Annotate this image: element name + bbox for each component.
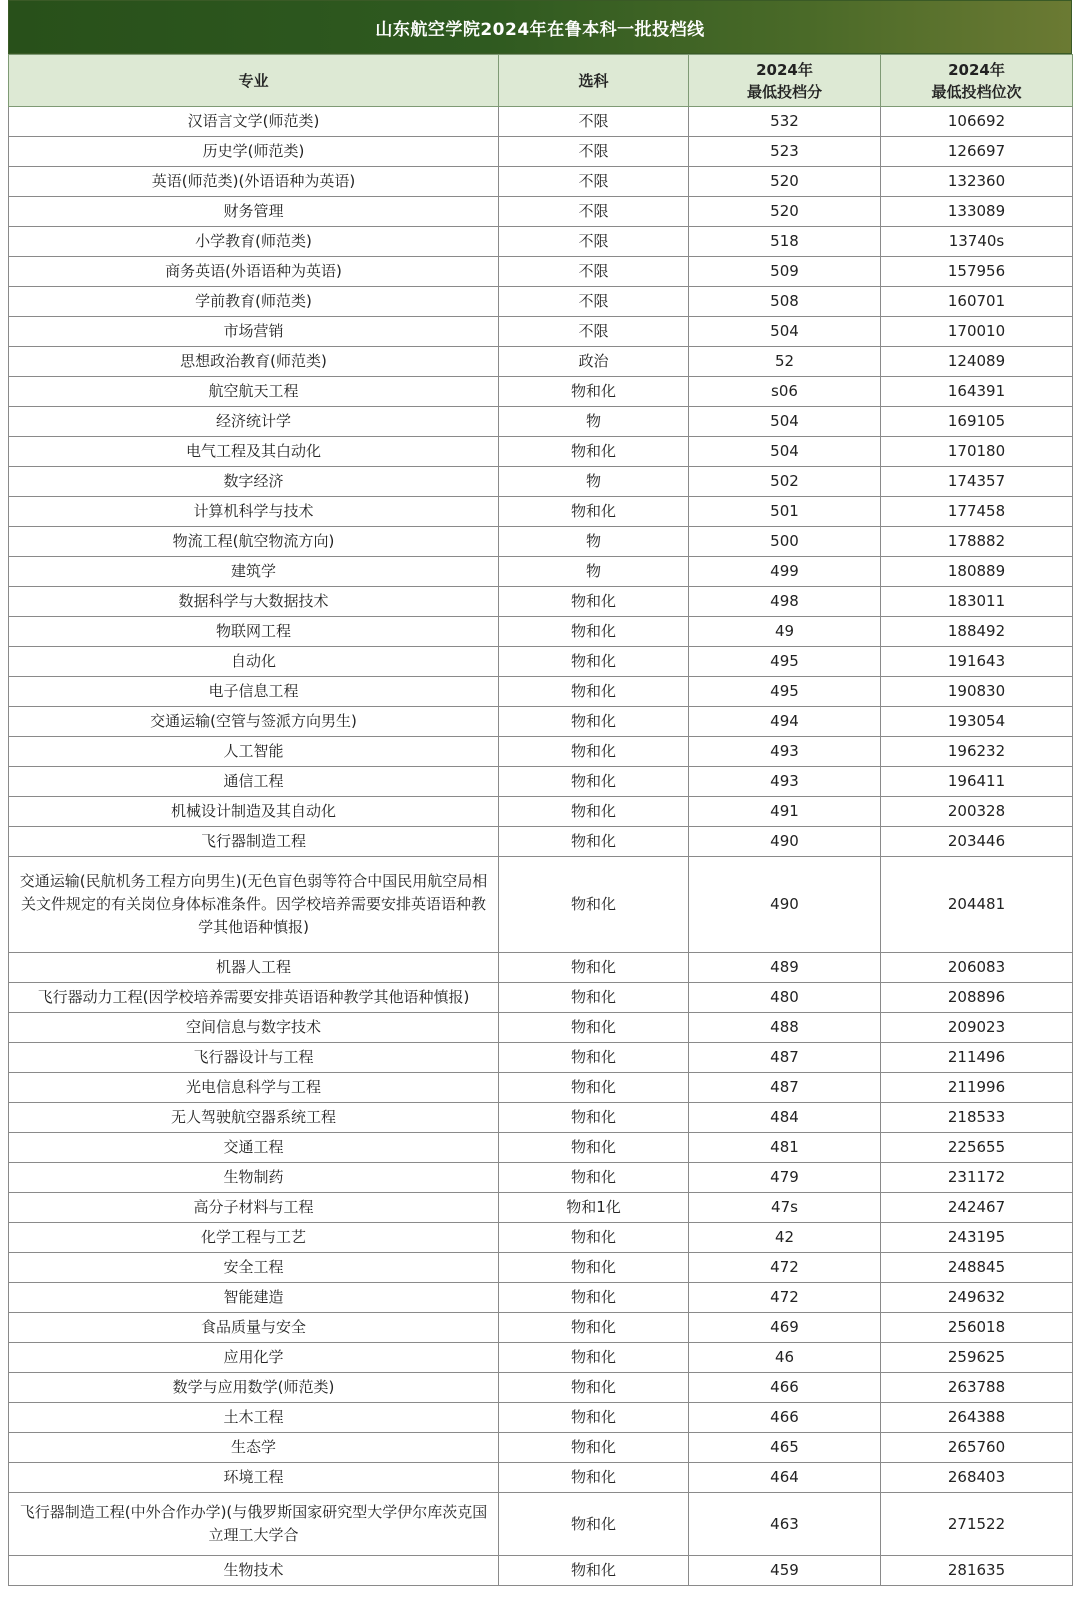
subject-cell: 物和化 xyxy=(499,677,689,707)
score-cell: 489 xyxy=(689,953,881,983)
rank-cell: 106692 xyxy=(881,107,1073,137)
subject-cell: 物和化 xyxy=(499,1463,689,1493)
score-cell: 472 xyxy=(689,1253,881,1283)
subject-cell: 物和化 xyxy=(499,1043,689,1073)
score-cell: 523 xyxy=(689,137,881,167)
subject-cell: 不限 xyxy=(499,317,689,347)
score-cell: 518 xyxy=(689,227,881,257)
subject-cell: 物和化 xyxy=(499,767,689,797)
score-cell: 487 xyxy=(689,1073,881,1103)
subject-cell: 不限 xyxy=(499,197,689,227)
score-table-sheet xyxy=(8,0,1072,1586)
rank-cell: 249632 xyxy=(881,1283,1073,1313)
rank-cell: 204481 xyxy=(881,857,1073,953)
table-row xyxy=(9,527,1073,557)
rank-cell: 211496 xyxy=(881,1043,1073,1073)
major-cell: 生态学 xyxy=(9,1433,499,1463)
score-cell: 490 xyxy=(689,857,881,953)
major-cell: 汉语言文学(师范类) xyxy=(9,107,499,137)
score-cell: 487 xyxy=(689,1043,881,1073)
table-row xyxy=(9,797,1073,827)
rank-cell: 256018 xyxy=(881,1313,1073,1343)
rank-cell: 211996 xyxy=(881,1073,1073,1103)
header-major: 专业 xyxy=(9,55,499,107)
subject-cell: 物和化 xyxy=(499,1283,689,1313)
rank-cell: 218533 xyxy=(881,1103,1073,1133)
table-row xyxy=(9,257,1073,287)
table-title: 山东航空学院2024年在鲁本科一批投档线 xyxy=(8,0,1072,54)
header-score-year: 2024年 xyxy=(756,60,813,79)
rank-cell: 157956 xyxy=(881,257,1073,287)
rank-cell: 169105 xyxy=(881,407,1073,437)
rank-cell: 243195 xyxy=(881,1223,1073,1253)
table-row xyxy=(9,767,1073,797)
rank-cell: 193054 xyxy=(881,707,1073,737)
table-row xyxy=(9,1433,1073,1463)
rank-cell: 225655 xyxy=(881,1133,1073,1163)
score-cell: 484 xyxy=(689,1103,881,1133)
major-cell: 生物制药 xyxy=(9,1163,499,1193)
major-cell: 通信工程 xyxy=(9,767,499,797)
major-cell: 机器人工程 xyxy=(9,953,499,983)
table-row xyxy=(9,557,1073,587)
table-row xyxy=(9,953,1073,983)
major-cell: 交通工程 xyxy=(9,1133,499,1163)
header-row xyxy=(9,55,1073,107)
rank-cell: 206083 xyxy=(881,953,1073,983)
major-cell: 学前教育(师范类) xyxy=(9,287,499,317)
table-row xyxy=(9,377,1073,407)
rank-cell: 126697 xyxy=(881,137,1073,167)
rank-cell: 203446 xyxy=(881,827,1073,857)
table-row xyxy=(9,1073,1073,1103)
major-cell: 历史学(师范类) xyxy=(9,137,499,167)
score-cell: 46 xyxy=(689,1343,881,1373)
major-cell: 数据科学与大数据技术 xyxy=(9,587,499,617)
major-cell: 物流工程(航空物流方向) xyxy=(9,527,499,557)
score-cell: 464 xyxy=(689,1463,881,1493)
rank-cell: 183011 xyxy=(881,587,1073,617)
table-row xyxy=(9,983,1073,1013)
score-cell: 493 xyxy=(689,767,881,797)
score-cell: 520 xyxy=(689,197,881,227)
score-cell: 49 xyxy=(689,617,881,647)
subject-cell: 物和化 xyxy=(499,1013,689,1043)
subject-cell: 物和化 xyxy=(499,827,689,857)
rank-cell: 170010 xyxy=(881,317,1073,347)
table-row xyxy=(9,737,1073,767)
rank-cell: 164391 xyxy=(881,377,1073,407)
rank-cell: 209023 xyxy=(881,1013,1073,1043)
major-cell: 空间信息与数字技术 xyxy=(9,1013,499,1043)
subject-cell: 物和化 xyxy=(499,737,689,767)
subject-cell: 物 xyxy=(499,407,689,437)
rank-cell: 200328 xyxy=(881,797,1073,827)
table-row xyxy=(9,497,1073,527)
rank-cell: 268403 xyxy=(881,1463,1073,1493)
subject-cell: 物 xyxy=(499,557,689,587)
subject-cell: 物和化 xyxy=(499,797,689,827)
table-row xyxy=(9,287,1073,317)
rank-cell: 191643 xyxy=(881,647,1073,677)
subject-cell: 不限 xyxy=(499,227,689,257)
table-body xyxy=(9,107,1073,1586)
major-cell: 食品质量与安全 xyxy=(9,1313,499,1343)
rank-cell: 248845 xyxy=(881,1253,1073,1283)
rank-cell: 188492 xyxy=(881,617,1073,647)
major-cell: 电子信息工程 xyxy=(9,677,499,707)
rank-cell: 174357 xyxy=(881,467,1073,497)
table-row xyxy=(9,1103,1073,1133)
score-cell: 495 xyxy=(689,677,881,707)
header-subject: 选科 xyxy=(499,55,689,107)
subject-cell: 不限 xyxy=(499,287,689,317)
major-cell: 商务英语(外语语种为英语) xyxy=(9,257,499,287)
subject-cell: 物和化 xyxy=(499,1253,689,1283)
major-cell: 数字经济 xyxy=(9,467,499,497)
table-row xyxy=(9,407,1073,437)
major-cell: 应用化学 xyxy=(9,1343,499,1373)
score-cell: 466 xyxy=(689,1373,881,1403)
subject-cell: 物和化 xyxy=(499,1073,689,1103)
major-cell: 电气工程及其白动化 xyxy=(9,437,499,467)
score-cell: 481 xyxy=(689,1133,881,1163)
major-cell: 人工智能 xyxy=(9,737,499,767)
table-row xyxy=(9,467,1073,497)
subject-cell: 物和化 xyxy=(499,617,689,647)
subject-cell: 物和化 xyxy=(499,1313,689,1343)
score-cell: 491 xyxy=(689,797,881,827)
subject-cell: 物和化 xyxy=(499,1133,689,1163)
table-row xyxy=(9,1313,1073,1343)
table-row xyxy=(9,197,1073,227)
rank-cell: 190830 xyxy=(881,677,1073,707)
major-cell: 英语(师范类)(外语语种为英语) xyxy=(9,167,499,197)
subject-cell: 物和化 xyxy=(499,1556,689,1586)
rank-cell: 178882 xyxy=(881,527,1073,557)
score-cell: 493 xyxy=(689,737,881,767)
rank-cell: 271522 xyxy=(881,1493,1073,1556)
subject-cell: 物和化 xyxy=(499,1403,689,1433)
table-row xyxy=(9,1556,1073,1586)
score-cell: 479 xyxy=(689,1163,881,1193)
score-cell: 498 xyxy=(689,587,881,617)
subject-cell: 不限 xyxy=(499,137,689,167)
major-cell: 机械设计制造及其自动化 xyxy=(9,797,499,827)
score-cell: 502 xyxy=(689,467,881,497)
table-row xyxy=(9,437,1073,467)
score-cell: s06 xyxy=(689,377,881,407)
score-cell: 42 xyxy=(689,1223,881,1253)
score-cell: 520 xyxy=(689,167,881,197)
major-cell: 光电信息科学与工程 xyxy=(9,1073,499,1103)
score-cell: 504 xyxy=(689,407,881,437)
subject-cell: 政治 xyxy=(499,347,689,377)
rank-cell: 13740s xyxy=(881,227,1073,257)
score-cell: 469 xyxy=(689,1313,881,1343)
table-row xyxy=(9,167,1073,197)
major-cell: 财务管理 xyxy=(9,197,499,227)
score-cell: 532 xyxy=(689,107,881,137)
table-row xyxy=(9,227,1073,257)
subject-cell: 物和化 xyxy=(499,1343,689,1373)
score-cell: 504 xyxy=(689,317,881,347)
table-row xyxy=(9,1223,1073,1253)
major-cell: 飞行器制造工程(中外合作办学)(与俄罗斯国家研究型大学伊尔库茨克国立理工大学合 xyxy=(9,1493,499,1556)
score-cell: 463 xyxy=(689,1493,881,1556)
major-cell: 高分子材料与工程 xyxy=(9,1193,499,1223)
score-cell: 495 xyxy=(689,647,881,677)
rank-cell: 180889 xyxy=(881,557,1073,587)
score-cell: 459 xyxy=(689,1556,881,1586)
table-row xyxy=(9,677,1073,707)
table-row xyxy=(9,107,1073,137)
major-cell: 化学工程与工艺 xyxy=(9,1223,499,1253)
major-cell: 环境工程 xyxy=(9,1463,499,1493)
subject-cell: 物和化 xyxy=(499,857,689,953)
major-cell: 计算机科学与技术 xyxy=(9,497,499,527)
subject-cell: 不限 xyxy=(499,167,689,197)
subject-cell: 物和化 xyxy=(499,647,689,677)
table-row xyxy=(9,1283,1073,1313)
subject-cell: 物和化 xyxy=(499,953,689,983)
rank-cell: 124089 xyxy=(881,347,1073,377)
score-cell: 52 xyxy=(689,347,881,377)
score-cell: 466 xyxy=(689,1403,881,1433)
table-row xyxy=(9,1493,1073,1556)
subject-cell: 物和1化 xyxy=(499,1193,689,1223)
score-cell: 508 xyxy=(689,287,881,317)
major-cell: 交通运输(民航机务工程方向男生)(无色盲色弱等符合中国民用航空局相关文件规定的有关岗位身体标准条件。因学校培养需要安排英语语种教学其他语种慎报) xyxy=(9,857,499,953)
score-cell: 500 xyxy=(689,527,881,557)
table-row xyxy=(9,1463,1073,1493)
subject-cell: 物 xyxy=(499,527,689,557)
subject-cell: 物和化 xyxy=(499,1493,689,1556)
header-rank-year: 2024年 xyxy=(948,60,1005,79)
subject-cell: 物和化 xyxy=(499,707,689,737)
table-row xyxy=(9,857,1073,953)
subject-cell: 物和化 xyxy=(499,377,689,407)
major-cell: 生物技术 xyxy=(9,1556,499,1586)
table-row xyxy=(9,1133,1073,1163)
major-cell: 自动化 xyxy=(9,647,499,677)
table-row xyxy=(9,617,1073,647)
rank-cell: 196411 xyxy=(881,767,1073,797)
rank-cell: 196232 xyxy=(881,737,1073,767)
score-cell: 488 xyxy=(689,1013,881,1043)
score-cell: 499 xyxy=(689,557,881,587)
table-row xyxy=(9,317,1073,347)
rank-cell: 208896 xyxy=(881,983,1073,1013)
table-row xyxy=(9,1403,1073,1433)
subject-cell: 物和化 xyxy=(499,587,689,617)
major-cell: 市场营销 xyxy=(9,317,499,347)
major-cell: 安全工程 xyxy=(9,1253,499,1283)
score-cell: 480 xyxy=(689,983,881,1013)
rank-cell: 259625 xyxy=(881,1343,1073,1373)
rank-cell: 177458 xyxy=(881,497,1073,527)
header-rank xyxy=(881,55,1073,107)
score-table xyxy=(8,54,1073,1586)
major-cell: 智能建造 xyxy=(9,1283,499,1313)
subject-cell: 物 xyxy=(499,467,689,497)
table-row xyxy=(9,347,1073,377)
table-row xyxy=(9,1043,1073,1073)
score-cell: 490 xyxy=(689,827,881,857)
rank-cell: 264388 xyxy=(881,1403,1073,1433)
major-cell: 小学教育(师范类) xyxy=(9,227,499,257)
major-cell: 思想政治教育(师范类) xyxy=(9,347,499,377)
header-score xyxy=(689,55,881,107)
major-cell: 经济统计学 xyxy=(9,407,499,437)
major-cell: 无人驾驶航空器系统工程 xyxy=(9,1103,499,1133)
table-row xyxy=(9,647,1073,677)
score-cell: 509 xyxy=(689,257,881,287)
subject-cell: 物和化 xyxy=(499,1163,689,1193)
table-row xyxy=(9,1253,1073,1283)
major-cell: 飞行器设计与工程 xyxy=(9,1043,499,1073)
table-row xyxy=(9,1193,1073,1223)
table-row xyxy=(9,1343,1073,1373)
subject-cell: 物和化 xyxy=(499,1433,689,1463)
major-cell: 物联网工程 xyxy=(9,617,499,647)
rank-cell: 265760 xyxy=(881,1433,1073,1463)
subject-cell: 物和化 xyxy=(499,1223,689,1253)
header-score-label: 最低投档分 xyxy=(746,82,822,101)
table-row xyxy=(9,1163,1073,1193)
rank-cell: 281635 xyxy=(881,1556,1073,1586)
rank-cell: 231172 xyxy=(881,1163,1073,1193)
subject-cell: 物和化 xyxy=(499,1373,689,1403)
major-cell: 飞行器动力工程(因学校培养需要安排英语语种教学其他语种慎报) xyxy=(9,983,499,1013)
major-cell: 交通运输(空管与签派方向男生) xyxy=(9,707,499,737)
subject-cell: 不限 xyxy=(499,107,689,137)
score-cell: 501 xyxy=(689,497,881,527)
major-cell: 数学与应用数学(师范类) xyxy=(9,1373,499,1403)
score-cell: 472 xyxy=(689,1283,881,1313)
subject-cell: 物和化 xyxy=(499,983,689,1013)
major-cell: 建筑学 xyxy=(9,557,499,587)
rank-cell: 132360 xyxy=(881,167,1073,197)
table-row xyxy=(9,1373,1073,1403)
major-cell: 土木工程 xyxy=(9,1403,499,1433)
major-cell: 飞行器制造工程 xyxy=(9,827,499,857)
score-cell: 494 xyxy=(689,707,881,737)
subject-cell: 物和化 xyxy=(499,437,689,467)
table-row xyxy=(9,1013,1073,1043)
table-row xyxy=(9,827,1073,857)
rank-cell: 242467 xyxy=(881,1193,1073,1223)
subject-cell: 物和化 xyxy=(499,1103,689,1133)
subject-cell: 不限 xyxy=(499,257,689,287)
table-row xyxy=(9,137,1073,167)
table-row xyxy=(9,587,1073,617)
header-rank-label: 最低投档位次 xyxy=(931,82,1022,101)
rank-cell: 170180 xyxy=(881,437,1073,467)
score-cell: 504 xyxy=(689,437,881,467)
subject-cell: 物和化 xyxy=(499,497,689,527)
rank-cell: 160701 xyxy=(881,287,1073,317)
major-cell: 航空航天工程 xyxy=(9,377,499,407)
rank-cell: 263788 xyxy=(881,1373,1073,1403)
rank-cell: 133089 xyxy=(881,197,1073,227)
table-row xyxy=(9,707,1073,737)
score-cell: 465 xyxy=(689,1433,881,1463)
score-cell: 47s xyxy=(689,1193,881,1223)
